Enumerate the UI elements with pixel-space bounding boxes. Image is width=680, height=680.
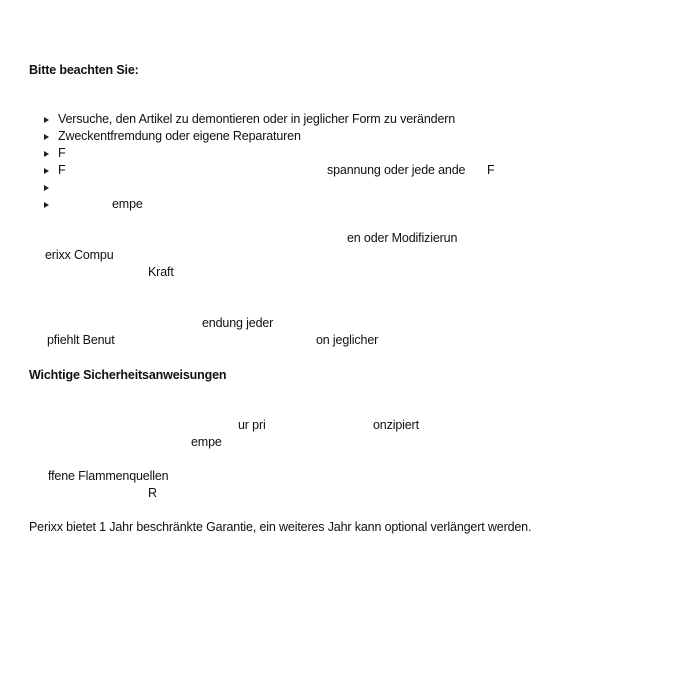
paragraph-fragment: onzipiert (373, 418, 419, 432)
bullet-item-3: F (58, 146, 66, 160)
warranty-text: Perixx bietet 1 Jahr beschränkte Garantie, ein weiteres Jahr kann optional verlängert werden. (29, 520, 532, 534)
bullet-item-1: Versuche, den Artikel zu demontieren oder in jeglicher Form zu verändern (58, 112, 456, 126)
bullet-marker-icon (44, 134, 49, 140)
bullet-item-4-fragment: F (487, 163, 495, 177)
bullet-marker-icon (44, 185, 49, 191)
paragraph-fragment: on jeglicher (316, 333, 379, 347)
bullet-marker-icon (44, 168, 49, 174)
paragraph-fragment: endung jeder (202, 316, 274, 330)
paragraph-fragment: pfiehlt Benut (47, 333, 115, 347)
paragraph-fragment: empe (191, 435, 222, 449)
bullet-marker-icon (44, 202, 49, 208)
paragraph-fragment: erixx Compu (45, 248, 114, 262)
paragraph-fragment: Kraft (148, 265, 174, 279)
bullet-item-4: F (58, 163, 66, 177)
paragraph-fragment: ur pri (238, 418, 266, 432)
bullet-marker-icon (44, 117, 49, 123)
paragraph-fragment: R (148, 486, 157, 500)
bullet-item-6: empe (112, 197, 143, 211)
notice-heading: Bitte beachten Sie: (29, 63, 139, 77)
safety-heading: Wichtige Sicherheitsanweisungen (29, 368, 227, 382)
paragraph-fragment: ffene Flammenquellen (48, 469, 169, 483)
bullet-item-2: Zweckentfremdung oder eigene Reparaturen (58, 129, 301, 143)
bullet-item-4-fragment: spannung oder jede ande (327, 163, 466, 177)
paragraph-fragment: en oder Modifizierun (347, 231, 458, 245)
bullet-marker-icon (44, 151, 49, 157)
